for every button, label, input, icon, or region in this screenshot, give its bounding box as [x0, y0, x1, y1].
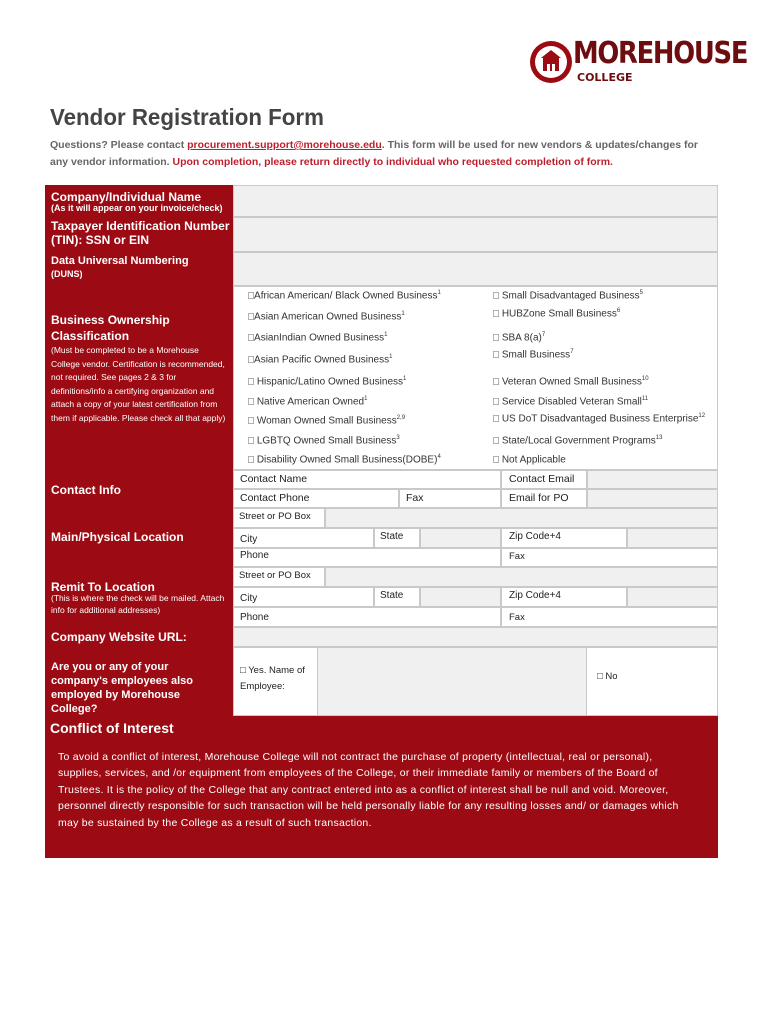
employee-yes-option[interactable]: □ Yes. Name of [240, 665, 305, 676]
ownership-option-label: □ Service Disabled Veteran Small [493, 396, 642, 408]
ownership-checkbox-left-4[interactable] [248, 376, 406, 387]
ownership-option-footnote: 1 [437, 290, 441, 296]
ownership-option-footnote: 7 [541, 332, 546, 338]
ownership-option-footnote: 5 [639, 290, 644, 296]
conflict-title: Conflict of Interest [50, 720, 174, 736]
support-email-link[interactable]: procurement.support@morehouse.edu [187, 139, 382, 151]
duns-label: Data Universal Numbering [51, 255, 189, 267]
company-name-input[interactable] [233, 185, 718, 217]
main-state-input[interactable] [420, 528, 501, 548]
ownership-option-footnote: 11 [641, 396, 649, 402]
ownership-option-label: □ Veteran Owned Small Business [493, 376, 642, 388]
remit-phone-cell[interactable] [233, 607, 501, 627]
duns-note: (DUNS) [51, 269, 83, 279]
logo-wordmark: MOREHOUSE [573, 36, 748, 71]
ownership-checkbox-left-1[interactable] [248, 311, 405, 322]
remit-zip-label: Zip Code+4 [509, 590, 561, 601]
ownership-option-footnote: 4 [437, 454, 441, 460]
ownership-option-footnote: 1 [364, 396, 368, 402]
ownership-option-label: □Asian American Owned Business [248, 311, 402, 323]
ownership-option-footnote: 10 [641, 376, 649, 382]
ownership-option-footnote: 1 [389, 354, 393, 360]
website-input[interactable] [233, 627, 718, 647]
ownership-option-footnote: 2,9 [396, 415, 406, 421]
remit-city-label: City [240, 593, 258, 604]
ownership-checkbox-right-0[interactable] [493, 290, 643, 301]
main-zip-input[interactable] [627, 528, 718, 548]
contact-phone-label: Contact Phone [240, 492, 310, 504]
ownership-option-label: □ State/Local Government Programs [493, 435, 656, 447]
ownership-option-footnote: 6 [616, 308, 621, 314]
contact-email-label: Contact Email [509, 473, 575, 485]
main-location-label: Main/Physical Location [51, 530, 184, 544]
remit-zip-input[interactable] [627, 587, 718, 607]
ownership-note: (Must be completed to be a Morehouse College vendor. Certification is recommended, not required. See pages 2 & 3 for definitions/info a certifying organization and attach a copy of your latest certification from them if applicable. Please check all that apply) [51, 345, 226, 423]
ownership-checkbox-left-7[interactable] [248, 435, 400, 446]
ownership-option-label: □ Small Business [493, 349, 571, 361]
ownership-label-line-1: Business Ownership [51, 313, 170, 327]
ownership-checkbox-left-2[interactable] [248, 332, 387, 343]
main-street-label: Street or PO Box [239, 511, 311, 522]
contact-info-label: Contact Info [51, 483, 121, 497]
ownership-checkbox-left-8[interactable] [248, 454, 441, 465]
ownership-checkbox-right-2[interactable] [493, 332, 545, 343]
ownership-option-footnote: 3 [396, 435, 400, 441]
ownership-option-label: □ Woman Owned Small Business [248, 415, 397, 427]
company-name-note: (As it will appear on your invoice/check) [51, 203, 223, 213]
ownership-checkbox-right-4[interactable] [493, 376, 649, 387]
remit-fax-cell[interactable] [501, 607, 718, 627]
tin-input[interactable] [233, 217, 718, 252]
remit-street-input[interactable] [325, 567, 718, 587]
remit-street-label: Street or PO Box [239, 570, 311, 581]
main-zip-label: Zip Code+4 [509, 531, 561, 542]
remit-location-note: (This is where the check will be mailed. Attach info for additional addresses) [51, 593, 225, 615]
ownership-option-label: □African American/ Black Owned Business [248, 290, 438, 302]
remit-fax-label: Fax [509, 612, 525, 623]
ownership-checkbox-right-3[interactable] [493, 349, 574, 360]
logo-subtitle: COLLEGE [577, 71, 633, 84]
contact-name-label: Contact Name [240, 473, 308, 485]
ownership-option-footnote: 1 [401, 311, 405, 317]
ownership-option-label: □ US DoT Disadvantaged Business Enterprise [493, 413, 699, 425]
crest-icon [529, 40, 573, 84]
remit-state-input[interactable] [420, 587, 501, 607]
duns-input[interactable] [233, 252, 718, 286]
page-title: Vendor Registration Form [50, 104, 324, 130]
ownership-option-label: □ LGBTQ Owned Small Business [248, 435, 397, 447]
employee-no-option[interactable]: □ No [597, 671, 618, 682]
ownership-option-label: □Asian Pacific Owned Business [248, 354, 390, 366]
intro-line-1: Questions? Please contact procurement.support@morehouse.edu. This form will be used for new vendors & updates/changes for [50, 139, 698, 151]
main-fax-label: Fax [509, 551, 525, 562]
intro-line-2: any vendor information. Upon completion, please return directly to individual who requested completion of form. [50, 156, 613, 168]
conflict-body: To avoid a conflict of interest, Morehouse College will not contract the purchase of property (intellectual, real or personal), supplies, services, and /or equipment from employees of the College, or their immediate family or members of the Board of Trustees. It is the policy of the College that any contract entered into as a conflict of interest shall be null and void. Moreover, personnel directly responsible for such transaction will be held personally liable for any resulting losses and/ or damages which may be sustained by the College as a result of such transaction. [58, 751, 679, 829]
employee-name-input[interactable] [317, 647, 587, 716]
ownership-option-footnote: 13 [655, 435, 663, 441]
ownership-option-label: □ Disability Owned Small Business(DOBE) [248, 454, 438, 466]
ownership-checkbox-left-5[interactable] [248, 396, 367, 407]
email-po-input[interactable] [587, 489, 718, 508]
ownership-option-label: □AsianIndian Owned Business [248, 332, 385, 344]
employee-question: Are you or any of your company's employees also employed by Morehouse College? [51, 661, 194, 715]
ownership-option-footnote: 12 [698, 413, 706, 419]
ownership-checkbox-left-0[interactable] [248, 290, 441, 301]
contact-email-input[interactable] [587, 470, 718, 489]
ownership-option-footnote: 7 [570, 349, 574, 355]
ownership-option-label: □ Native American Owned [248, 396, 365, 408]
tin-label-line-2: (TIN): SSN or EIN [51, 233, 149, 247]
remit-location-label: Remit To Location [51, 580, 155, 594]
email-po-label: Email for PO [509, 492, 569, 504]
ownership-option-label: □ Not Applicable [493, 454, 566, 466]
main-city-label: City [240, 534, 258, 545]
remit-phone-label: Phone [240, 612, 269, 623]
ownership-option-footnote: 1 [384, 332, 388, 338]
main-phone-cell[interactable] [233, 548, 501, 567]
ownership-label-line-2: Classification [51, 329, 130, 343]
ownership-checkbox-left-3[interactable] [248, 354, 392, 365]
employee-name-label: Employee: [240, 681, 285, 692]
company-name-label: Company/Individual Name [51, 190, 202, 204]
ownership-option-footnote: 1 [403, 376, 407, 382]
ownership-checkbox-right-6[interactable] [493, 413, 705, 424]
website-label: Company Website URL: [51, 630, 187, 644]
ownership-checkbox-right-8[interactable] [493, 454, 566, 465]
main-phone-label: Phone [240, 550, 269, 561]
ownership-option-label: □ Small Disadvantaged Business [493, 290, 640, 302]
ownership-option-label: □ HUBZone Small Business [493, 308, 617, 320]
main-fax-cell[interactable] [501, 548, 718, 567]
ownership-checkbox-right-7[interactable] [493, 435, 662, 446]
fax-label: Fax [406, 492, 424, 504]
ownership-option-label: □ Hispanic/Latino Owned Business [248, 376, 404, 388]
remit-state-label: State [380, 590, 404, 601]
tin-label-line-1: Taxpayer Identification Number [51, 219, 230, 233]
ownership-checkbox-right-1[interactable] [493, 308, 620, 319]
main-street-input[interactable] [325, 508, 718, 528]
ownership-option-label: □ SBA 8(a) [493, 332, 542, 344]
main-state-label: State [380, 531, 404, 542]
ownership-checkbox-right-5[interactable] [493, 396, 648, 407]
ownership-checkbox-left-6[interactable] [248, 415, 405, 426]
